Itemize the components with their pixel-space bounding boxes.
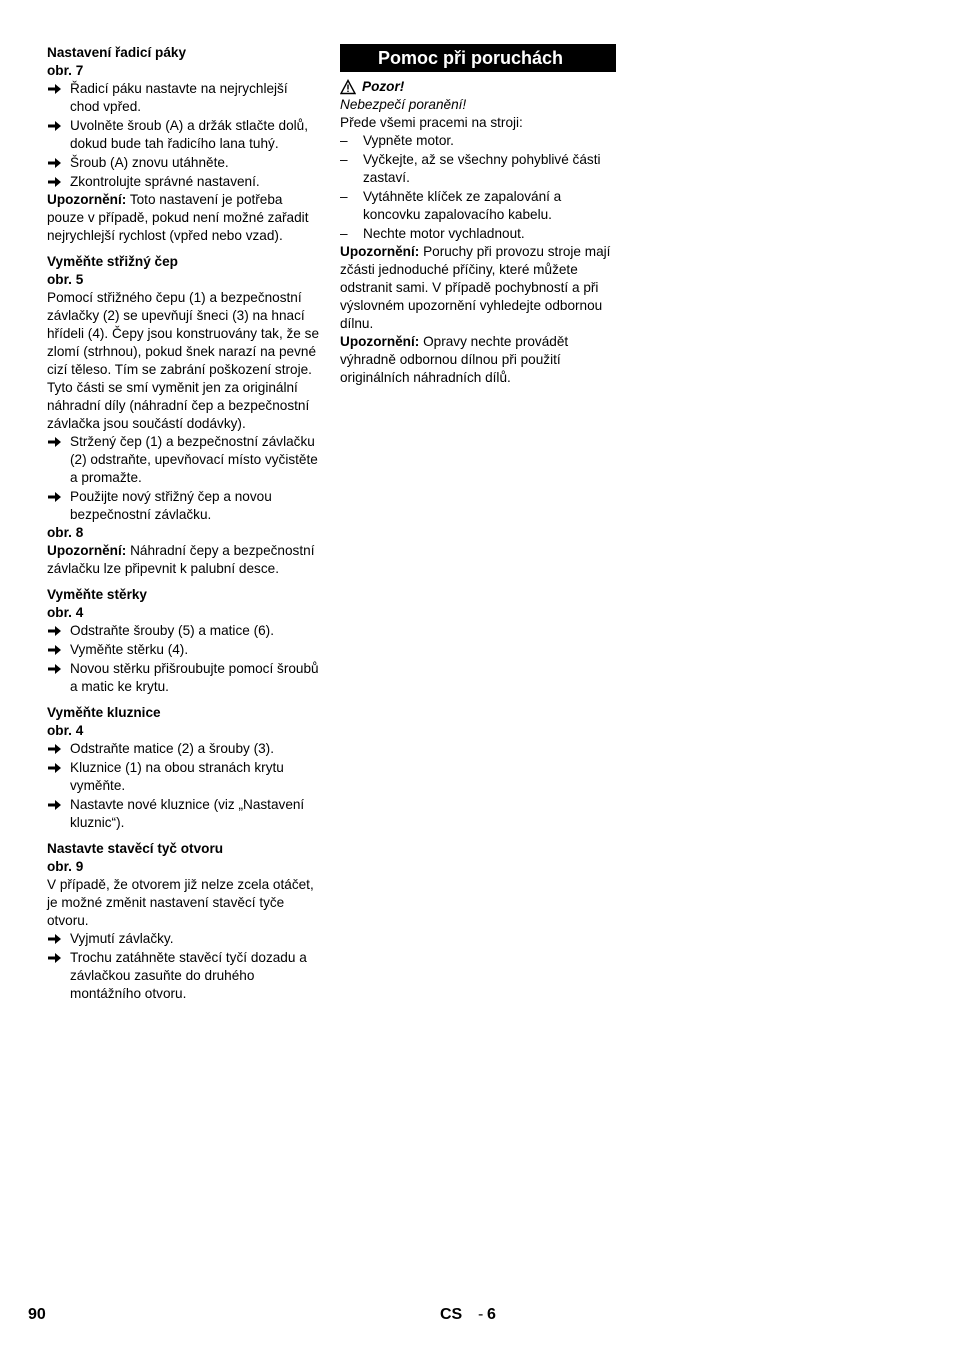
warning-triangle-icon bbox=[340, 79, 356, 95]
figure-ref: obr. 4 bbox=[47, 723, 84, 738]
arrow-right-icon bbox=[47, 949, 63, 967]
instruction-step: Trochu zatáhněte stavěcí tyčí dozadu a závlačkou zasuňte do druhého montážního otvoru. bbox=[47, 949, 319, 1003]
left-column bbox=[47, 44, 319, 1003]
right-column bbox=[340, 44, 616, 387]
arrow-right-icon bbox=[47, 641, 63, 659]
list-item: – Nechte motor vychladnout. bbox=[340, 226, 525, 241]
instruction-step: Použijte nový střižný čep a novou bezpečnostní závlačku. bbox=[47, 488, 319, 524]
instruction-step: Zkontrolujte správné nastavení. bbox=[47, 173, 319, 191]
note-paragraph: Upozornění: Toto nastavení je potřeba pouze v případě, pokud není možné zařadit nejrychlejší rychlost (vpřed nebo vzad). bbox=[47, 192, 309, 243]
arrow-right-icon bbox=[47, 117, 63, 135]
section-heading-chute-rod: Nastavte stavěcí tyč otvoru bbox=[47, 841, 224, 856]
section-heading-scrapers: Vyměňte stěrky bbox=[47, 587, 147, 602]
instruction-step: Stržený čep (1) a bezpečnostní závlačku (2) odstraňte, upevňovací místo vyčistěte a promažte. bbox=[47, 433, 319, 487]
list-item: – Vytáhněte klíček ze zapalování a koncovku zapalovacího kabelu. bbox=[340, 189, 562, 222]
instruction-step: Novou stěrku přišroubujte pomocí šroubů a matic ke krytu. bbox=[47, 660, 319, 696]
section-title-troubleshooting: Pomoc při poruchách bbox=[340, 44, 616, 72]
list-item: – Vyčkejte, až se všechny pohyblivé části zastaví. bbox=[340, 152, 601, 185]
arrow-right-icon bbox=[47, 796, 63, 814]
language-code: CS bbox=[440, 1306, 463, 1323]
instruction-step: Odstraňte šrouby (5) a matice (6). bbox=[47, 622, 319, 640]
instruction-step: Odstraňte matice (2) a šrouby (3). bbox=[47, 740, 319, 758]
arrow-right-icon bbox=[47, 740, 63, 758]
section-heading-shear-pin: Vyměňte střižný čep bbox=[47, 254, 178, 269]
instruction-step: Šroub (A) znovu utáhněte. bbox=[47, 154, 319, 172]
figure-ref: obr. 7 bbox=[47, 63, 84, 78]
body-paragraph: V případě, že otvorem již nelze zcela otáčet, je možné změnit nastavení stavěcí tyče otvoru. bbox=[47, 877, 314, 928]
body-paragraph: Pomocí střižného čepu (1) a bezpečnostní závlačky (2) se upevňují šneci (3) na hnací hřídeli (4). Čepy jsou konstruovány tak, že se zlomí (strhnou), pokud šnek narazí na pevné cizí těleso. Tím se zabrání poškození stroje. Tyto části se smí vyměnit jen za originální náhradní díly (náhradní čep a bezpečnostní závlačka jsou součástí dodávky). bbox=[47, 290, 320, 431]
arrow-right-icon bbox=[47, 759, 63, 777]
figure-ref: obr. 4 bbox=[47, 605, 84, 620]
instruction-step: Řadicí páku nastavte na nejrychlejší chod vpřed. bbox=[47, 80, 319, 116]
arrow-right-icon bbox=[47, 154, 63, 172]
section-page-number: 6 bbox=[487, 1306, 496, 1323]
list-item: – Vypněte motor. bbox=[340, 133, 454, 148]
instruction-step: Vyjmutí závlačky. bbox=[47, 930, 319, 948]
arrow-right-icon bbox=[47, 488, 63, 506]
instruction-step: Kluznice (1) na obou stranách krytu vyměňte. bbox=[47, 759, 319, 795]
warning-subtitle: Nebezpečí poranění! bbox=[340, 97, 467, 112]
note-paragraph: Upozornění: Náhradní čepy a bezpečnostní závlačku lze připevnit k palubní desce. bbox=[47, 543, 315, 576]
arrow-right-icon bbox=[47, 173, 63, 191]
instruction-step: Vyměňte stěrku (4). bbox=[47, 641, 319, 659]
note-paragraph: Upozornění: Poruchy při provozu stroje mají zčásti jednoduché příčiny, které můžete odstranit sami. V případě pochybností a při výslovném upozornění vyhledejte odbornou dílnu. bbox=[340, 244, 611, 331]
section-heading-shift-lever: Nastavení řadicí páky bbox=[47, 45, 187, 60]
warning-heading: Pozor! bbox=[340, 78, 616, 96]
section-heading-skids: Vyměňte kluznice bbox=[47, 705, 161, 720]
arrow-right-icon bbox=[47, 660, 63, 678]
arrow-right-icon bbox=[47, 433, 63, 451]
figure-ref: obr. 5 bbox=[47, 272, 84, 287]
intro-text: Přede všemi pracemi na stroji: bbox=[340, 115, 523, 130]
arrow-right-icon bbox=[47, 80, 63, 98]
footer-separator: - bbox=[478, 1306, 484, 1323]
arrow-right-icon bbox=[47, 622, 63, 640]
instruction-step: Uvolněte šroub (A) a držák stlačte dolů, dokud bude tah řadicího lana tuhý. bbox=[47, 117, 319, 153]
figure-ref: obr. 9 bbox=[47, 859, 84, 874]
arrow-right-icon bbox=[47, 930, 63, 948]
instruction-step: Nastavte nové kluznice (viz „Nastavení kluznic“). bbox=[47, 796, 319, 832]
figure-ref: obr. 8 bbox=[47, 525, 84, 540]
page-number: 90 bbox=[28, 1306, 46, 1323]
note-paragraph: Upozornění: Opravy nechte provádět výhradně odbornou dílnou při použití originálních náhradních dílů. bbox=[340, 334, 569, 385]
